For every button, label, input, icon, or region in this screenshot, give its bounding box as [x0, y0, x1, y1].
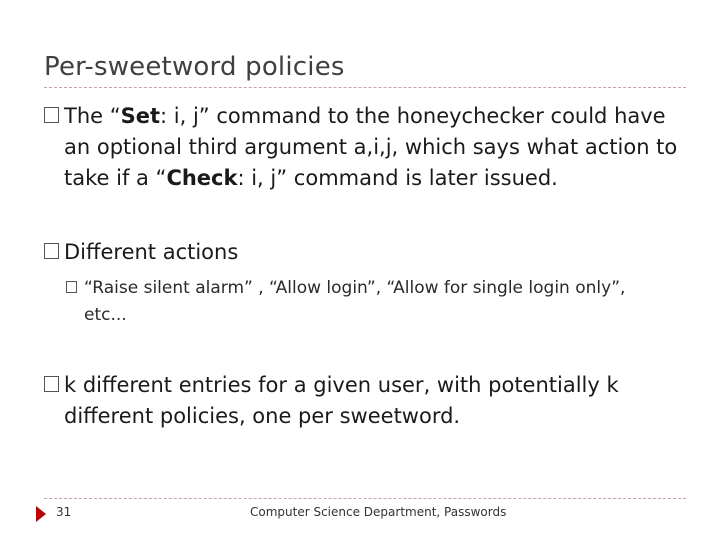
- bullet-text: Different actions: [64, 240, 239, 264]
- bullet-box-icon: [44, 376, 59, 392]
- subbullet-text: “Raise silent alarm” , “Allow login”, “Allow for single login only”, etc...: [84, 278, 626, 325]
- footer-text: Computer Science Department, Passwords: [250, 505, 507, 519]
- footer-divider: [44, 498, 686, 499]
- slide-title: Per-sweetword policies: [44, 52, 345, 82]
- bullet-k-entries: [44, 370, 684, 432]
- page-marker-icon: [36, 506, 46, 522]
- bullet-text: The “Set: i, j” command to the honeychecker could have an optional third argument a,i,j, which says what action to take if a “Check: i, j” command is later issued.: [64, 104, 678, 190]
- bullet-box-icon: [44, 243, 59, 259]
- subbullet-action-list: [66, 275, 636, 329]
- title-divider: [44, 87, 686, 88]
- bullet-box-icon: [66, 281, 77, 293]
- page-number: 31: [56, 505, 72, 519]
- bullet-different-actions: [44, 237, 684, 268]
- bullet-text: k different entries for a given user, with potentially k different policies, one per sweetword.: [64, 373, 619, 428]
- bullet-box-icon: [44, 107, 59, 123]
- bullet-set-command: [44, 101, 684, 194]
